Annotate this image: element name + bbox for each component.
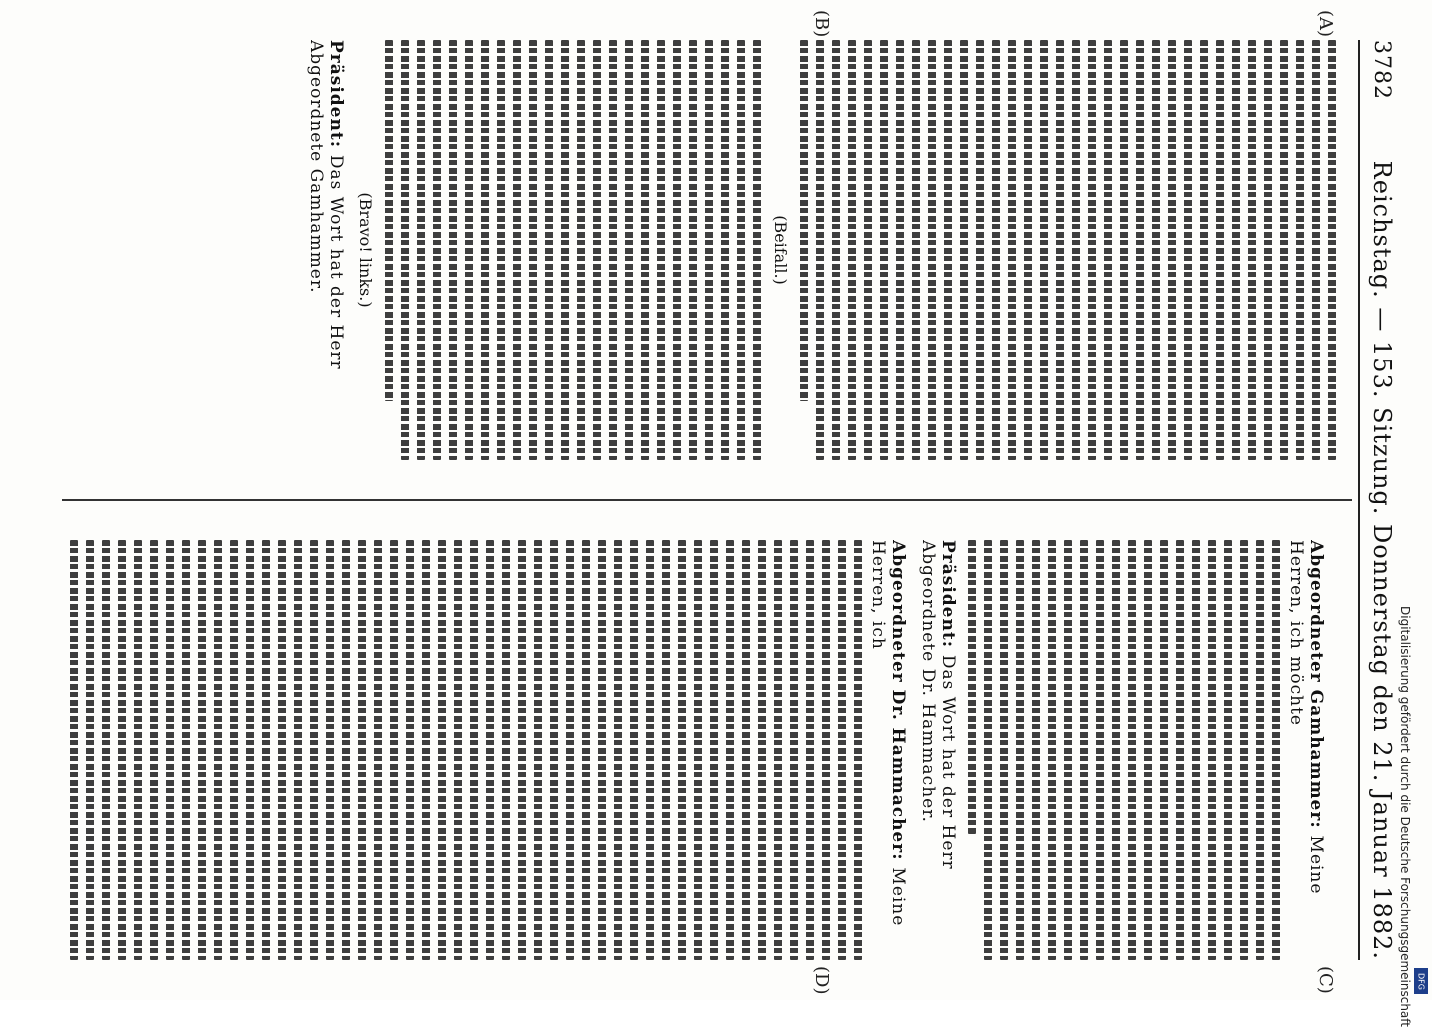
digitization-note: Digitalisierung gefördert durch die Deutsche Forschungsgemeinschaft	[1398, 606, 1412, 1027]
left-paragraph-2	[385, 40, 761, 460]
margin-marker-d: (D)	[811, 966, 832, 995]
left-column	[66, 40, 1336, 460]
margin-marker-b: (B)	[811, 10, 832, 38]
speaker-president-left	[306, 40, 346, 460]
header-rule	[1358, 40, 1360, 960]
column-divider	[62, 499, 1352, 501]
speaker-label: Abgeordneter Gamhammer:	[1306, 540, 1326, 829]
applause-note-2: (Bravo! links.)	[356, 192, 375, 308]
margin-marker-c: (C)	[1315, 966, 1336, 994]
speaker-text: Das Wort hat der Herr Abgeordnete Gamhammer.	[306, 40, 346, 370]
speaker-hammacher	[868, 540, 908, 960]
speaker-president-right	[918, 540, 958, 960]
page-number: 3782	[1369, 40, 1395, 100]
page-title: Reichstag. — 153. Sitzung. Donnerstag den 21. Januar 1882.	[1368, 160, 1396, 960]
right-paragraph-2	[66, 540, 862, 960]
speaker-gamhammer	[1286, 540, 1326, 960]
speaker-label: Abgeordneter Dr. Hammacher:	[888, 540, 908, 861]
dfg-logo: DFG	[1414, 968, 1428, 994]
margin-marker-a: (A)	[1315, 10, 1336, 38]
speaker-text: Meine Herren, ich möchte	[1286, 540, 1326, 895]
speaker-text: Meine Herren, ich	[868, 540, 908, 927]
speaker-label: Präsident:	[326, 40, 346, 148]
left-paragraph-1	[800, 40, 1336, 460]
speaker-label: Präsident:	[938, 540, 958, 648]
speaker-text: Das Wort hat der Herr Abgeordnete Dr. Hammacher.	[918, 540, 958, 870]
applause-note: (Beifall.)	[771, 215, 790, 285]
right-paragraph-1	[968, 540, 1280, 960]
right-column	[66, 540, 1336, 960]
